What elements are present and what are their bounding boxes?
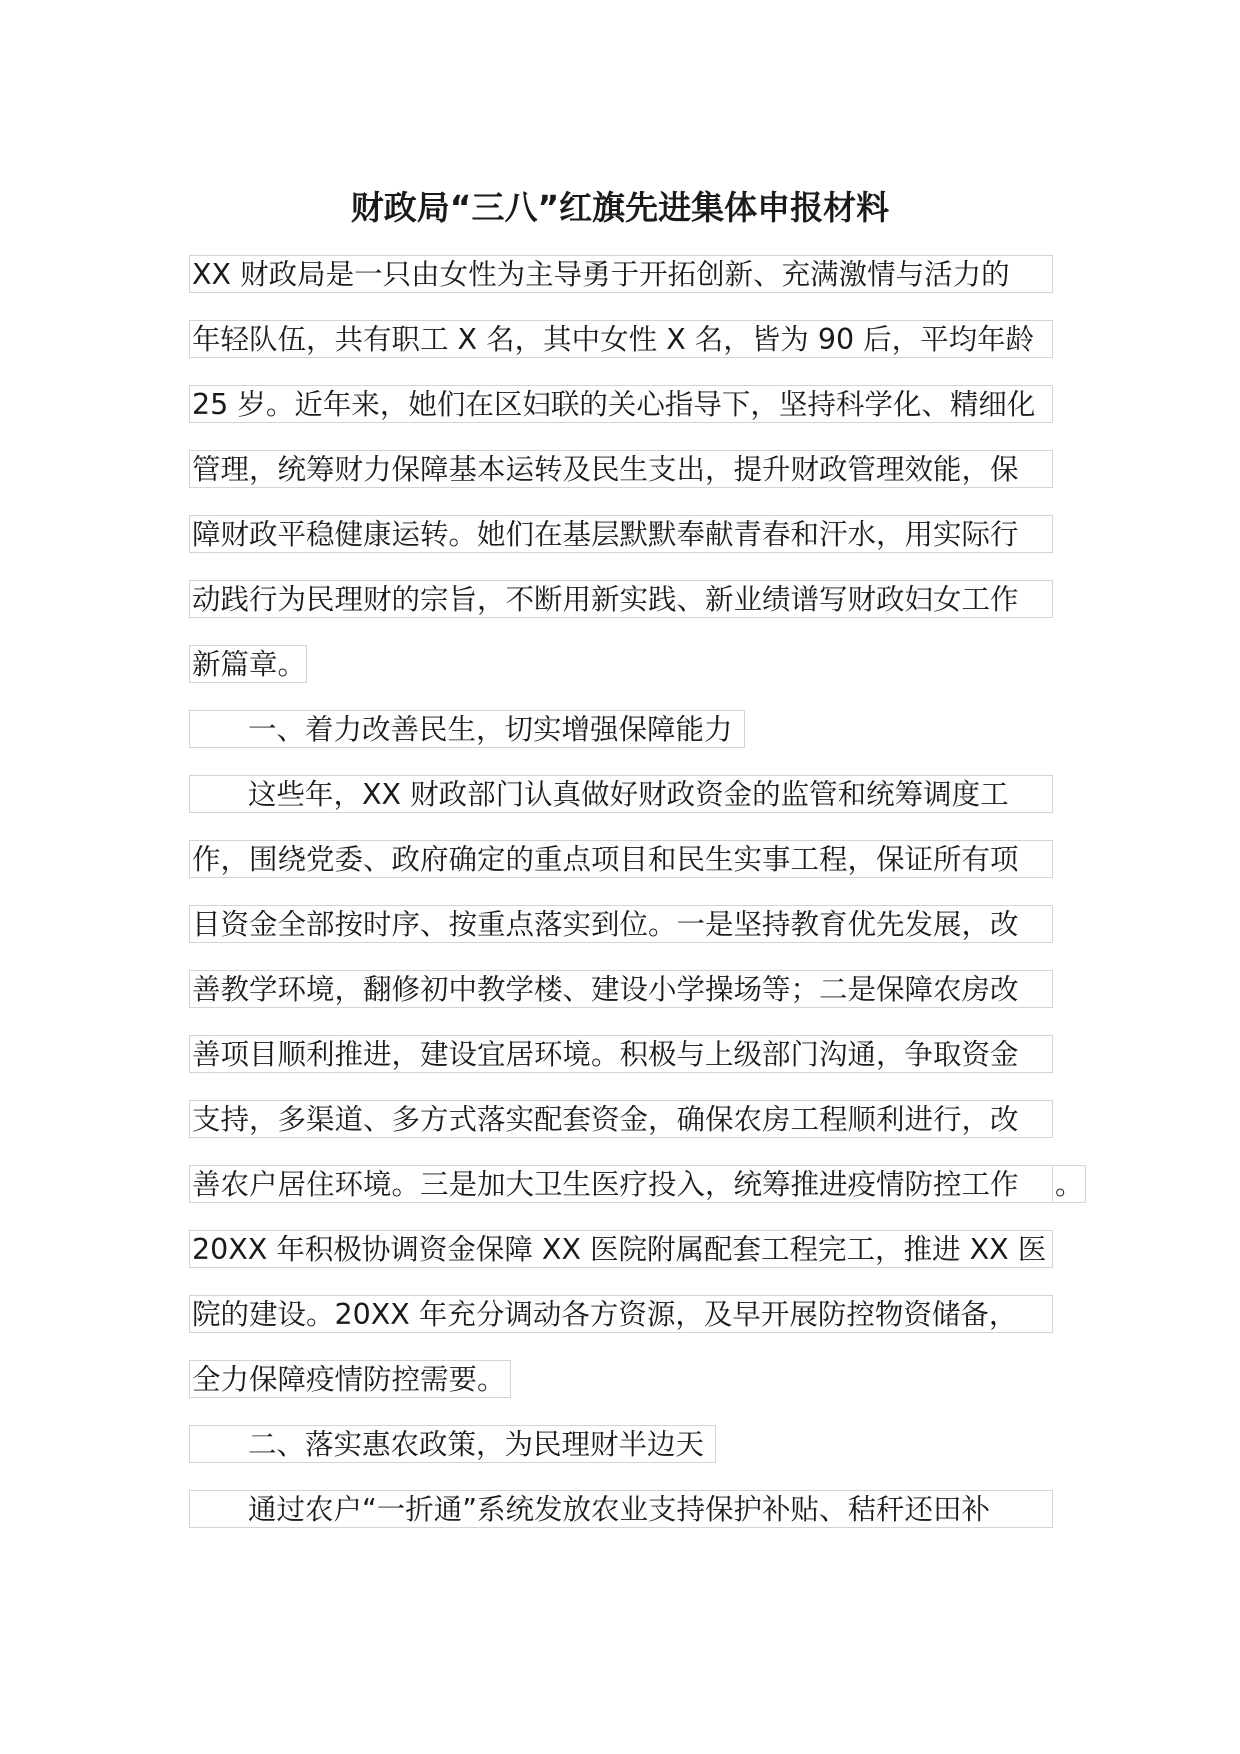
- paragraph-line: 善农户居住环境。三是加大卫生医疗投入，统筹推进疫情防控工作: [189, 1165, 1053, 1203]
- section-heading: 二、落实惠农政策，为民理财半边天: [189, 1425, 716, 1463]
- paragraph-line: 院的建设。20XX 年充分调动各方资源，及早开展防控物资储备，: [189, 1295, 1053, 1333]
- paragraph-line: 管理，统筹财力保障基本运转及民生支出，提升财政管理效能，保: [189, 450, 1053, 488]
- paragraph-line: 新篇章。: [189, 645, 307, 683]
- paragraph-line: 这些年，XX 财政部门认真做好财政资金的监管和统筹调度工: [189, 775, 1053, 813]
- paragraph-line: 善教学环境，翻修初中教学楼、建设小学操场等；二是保障农房改: [189, 970, 1053, 1008]
- paragraph-line: 作，围绕党委、政府确定的重点项目和民生实事工程，保证所有项: [189, 840, 1053, 878]
- paragraph-line: 年轻队伍，共有职工 X 名，其中女性 X 名，皆为 90 后，平均年龄: [189, 320, 1053, 358]
- paragraph-line: 通过农户“一折通”系统发放农业支持保护补贴、秸秆还田补: [189, 1490, 1053, 1528]
- paragraph-line: XX 财政局是一只由女性为主导勇于开拓创新、充满激情与活力的: [189, 255, 1053, 293]
- paragraph-line: 25 岁。近年来，她们在区妇联的关心指导下，坚持科学化、精细化: [189, 385, 1053, 423]
- paragraph-line: 全力保障疫情防控需要。: [189, 1360, 511, 1398]
- paragraph-line: 善项目顺利推进，建设宜居环境。积极与上级部门沟通，争取资金: [189, 1035, 1053, 1073]
- trailing-punctuation: 。: [1052, 1165, 1086, 1203]
- paragraph-line: 20XX 年积极协调资金保障 XX 医院附属配套工程完工，推进 XX 医: [189, 1230, 1053, 1268]
- paragraph-line: 目资金全部按时序、按重点落实到位。一是坚持教育优先发展，改: [189, 905, 1053, 943]
- paragraph-line: 支持，多渠道、多方式落实配套资金，确保农房工程顺利进行，改: [189, 1100, 1053, 1138]
- document-title: 财政局“三八”红旗先进集体申报材料: [350, 188, 890, 227]
- section-heading: 一、着力改善民生，切实增强保障能力: [189, 710, 745, 748]
- paragraph-line: 动践行为民理财的宗旨，不断用新实践、新业绩谱写财政妇女工作: [189, 580, 1053, 618]
- paragraph-line: 障财政平稳健康运转。她们在基层默默奉献青春和汗水，用实际行: [189, 515, 1053, 553]
